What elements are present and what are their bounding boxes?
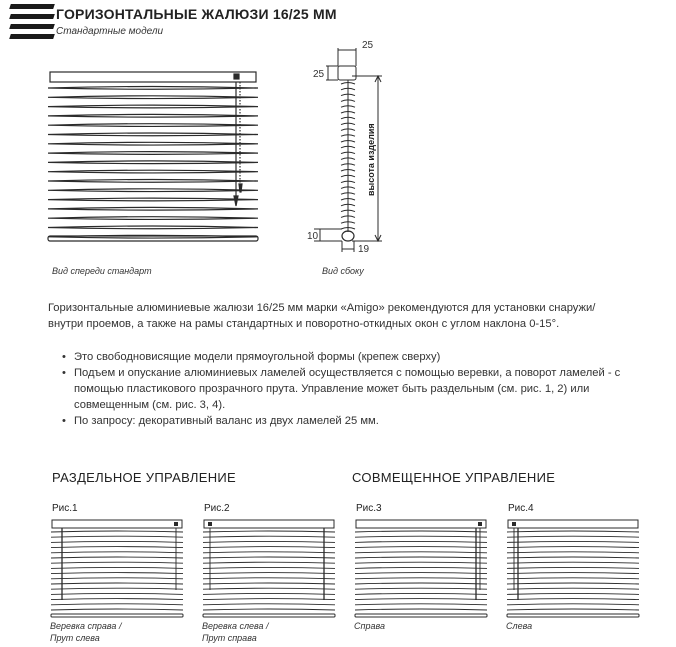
front-slat bbox=[48, 87, 258, 90]
mini-slat bbox=[355, 609, 487, 610]
mini-cord-lock bbox=[174, 522, 178, 526]
front-view-caption: Вид спереди стандарт bbox=[52, 266, 152, 276]
mini-cord-lock bbox=[512, 522, 516, 526]
mini-slat bbox=[507, 609, 639, 610]
mini-slat bbox=[203, 547, 335, 548]
mini-bottom-rail bbox=[51, 614, 183, 617]
front-slat bbox=[48, 207, 258, 210]
side-view-drawing bbox=[300, 36, 400, 266]
front-cord-tassel bbox=[239, 184, 242, 192]
figure-2-caption-line2: Прут справа bbox=[202, 633, 257, 643]
mini-slat bbox=[203, 541, 335, 542]
side-headrail bbox=[338, 66, 356, 80]
front-slat bbox=[48, 124, 258, 127]
mini-bottom-rail bbox=[507, 614, 639, 617]
mini-slat bbox=[507, 578, 639, 579]
mini-slat bbox=[203, 531, 335, 532]
side-bottom-rail bbox=[342, 231, 354, 241]
mini-slat bbox=[51, 552, 183, 553]
mini-slat bbox=[507, 552, 639, 553]
mini-slat bbox=[203, 588, 335, 589]
dim-bottom-height: 10 bbox=[307, 231, 319, 242]
mini-slat bbox=[355, 588, 487, 589]
mini-slat bbox=[355, 573, 487, 574]
mini-bottom-rail bbox=[355, 614, 487, 617]
front-view-drawing bbox=[40, 60, 270, 250]
height-label: высота изделия bbox=[366, 123, 376, 196]
mini-slat bbox=[507, 593, 639, 594]
mini-slat bbox=[203, 573, 335, 574]
description-paragraph: Горизонтальные алюминиевые жалюзи 16/25 мм марки «Amigo» рекомендуются для установки снаружи/внутри проемов, а также на рамы стандартных и поворотно-откидных окон с углом наклона 0-15°. bbox=[48, 302, 596, 330]
front-headrail bbox=[50, 72, 256, 82]
mini-slat bbox=[355, 593, 487, 594]
mini-slat bbox=[51, 557, 183, 558]
mini-slat bbox=[355, 557, 487, 558]
mini-slat bbox=[355, 583, 487, 584]
dim-top-height: 25 bbox=[313, 69, 325, 80]
figure-2-caption-line1: Веревка слева / bbox=[202, 621, 269, 631]
mini-slat bbox=[203, 552, 335, 553]
front-slat bbox=[48, 133, 258, 136]
front-slat bbox=[48, 105, 258, 108]
figure-3-drawing bbox=[352, 516, 492, 616]
dim-top-width: 25 bbox=[362, 40, 374, 51]
mini-slat bbox=[507, 599, 639, 600]
mini-slat bbox=[51, 567, 183, 568]
figure-2-drawing bbox=[200, 516, 340, 616]
section-combined-control: СОВМЕЩЕННОЕ УПРАВЛЕНИЕ bbox=[352, 470, 556, 485]
figure-4-label: Рис.4 bbox=[508, 503, 534, 514]
mini-slat bbox=[507, 604, 639, 605]
mini-slat bbox=[355, 541, 487, 542]
page-title: ГОРИЗОНТАЛЬНЫЕ ЖАЛЮЗИ 16/25 ММ bbox=[56, 6, 337, 22]
mini-cord-lock bbox=[478, 522, 482, 526]
front-slat bbox=[48, 114, 258, 117]
front-slat bbox=[48, 170, 258, 173]
mini-slat bbox=[355, 604, 487, 605]
figure-4-caption-line1: Слева bbox=[506, 621, 533, 631]
mini-slat bbox=[203, 599, 335, 600]
figure-1-caption bbox=[50, 620, 121, 644]
mini-slat bbox=[507, 573, 639, 574]
front-wand-tip bbox=[234, 196, 238, 206]
mini-slat bbox=[507, 547, 639, 548]
figure-1-drawing bbox=[48, 516, 188, 616]
mini-headrail bbox=[52, 520, 182, 528]
mini-slat bbox=[203, 578, 335, 579]
mini-slat bbox=[507, 557, 639, 558]
mini-slat bbox=[507, 567, 639, 568]
front-slat bbox=[48, 161, 258, 164]
mini-slat bbox=[203, 536, 335, 537]
mini-slat bbox=[51, 609, 183, 610]
side-view-slats bbox=[341, 80, 355, 232]
mini-cord-lock bbox=[208, 522, 212, 526]
mini-slat bbox=[51, 578, 183, 579]
mini-slat bbox=[203, 593, 335, 594]
mini-slat bbox=[203, 562, 335, 563]
mini-slat bbox=[507, 531, 639, 532]
figure-3-label: Рис.3 bbox=[356, 503, 382, 514]
front-cord-lock bbox=[234, 74, 239, 79]
figure-3-caption bbox=[354, 620, 385, 632]
mini-slat bbox=[51, 593, 183, 594]
front-slat bbox=[48, 226, 258, 229]
front-slat bbox=[48, 152, 258, 155]
feature-item: • По запросу: декоративный валанс из двух ламелей 25 мм. bbox=[60, 413, 630, 429]
mini-slat bbox=[51, 536, 183, 537]
mini-slat bbox=[355, 578, 487, 579]
front-slat bbox=[48, 217, 258, 220]
mini-slat bbox=[355, 567, 487, 568]
mini-slat bbox=[51, 547, 183, 548]
figure-2-caption bbox=[202, 620, 269, 644]
figure-1-caption-line2: Прут слева bbox=[50, 633, 100, 643]
mini-headrail bbox=[204, 520, 334, 528]
figure-2-label: Рис.2 bbox=[204, 503, 230, 514]
mini-slat bbox=[355, 531, 487, 532]
mini-slat bbox=[355, 552, 487, 553]
side-view-caption: Вид сбоку bbox=[322, 266, 364, 276]
mini-slat bbox=[203, 567, 335, 568]
feature-item: • Подъем и опускание алюминиевых ламелей осуществляется с помощью веревки, а поворот ламелей - с помощью пластикового прозрачного прута. Управление может быть раздельным (см. рис. 1, 2) или совмещенным (см. рис. 3, 4). bbox=[60, 365, 630, 413]
mini-slat bbox=[203, 583, 335, 584]
figure-4-drawing bbox=[504, 516, 644, 616]
front-slat bbox=[48, 142, 258, 145]
mini-slat bbox=[507, 583, 639, 584]
mini-slat bbox=[51, 588, 183, 589]
mini-slat bbox=[203, 604, 335, 605]
mini-headrail bbox=[356, 520, 486, 528]
mini-slat bbox=[203, 557, 335, 558]
feature-item: • Это свободновисящие модели прямоугольной формы (крепеж сверху) bbox=[60, 349, 630, 365]
dim-bottom-width: 19 bbox=[358, 244, 370, 255]
mini-headrail bbox=[508, 520, 638, 528]
figure-1-caption-line1: Веревка справа / bbox=[50, 621, 122, 631]
mini-slat bbox=[507, 536, 639, 537]
front-slat bbox=[48, 198, 258, 201]
mini-slat bbox=[355, 599, 487, 600]
figure-1-label: Рис.1 bbox=[52, 503, 78, 514]
mini-slat bbox=[355, 547, 487, 548]
section-separate-control: РАЗДЕЛЬНОЕ УПРАВЛЕНИЕ bbox=[52, 470, 237, 485]
mini-slat bbox=[507, 588, 639, 589]
brand-logo bbox=[10, 4, 60, 44]
feature-list bbox=[60, 349, 630, 429]
front-view-slats bbox=[48, 72, 258, 241]
mini-slat bbox=[507, 562, 639, 563]
mini-slat bbox=[51, 599, 183, 600]
figure-4-caption bbox=[506, 620, 532, 632]
mini-slat bbox=[203, 609, 335, 610]
mini-slat bbox=[507, 541, 639, 542]
mini-slat bbox=[51, 562, 183, 563]
front-slat bbox=[48, 96, 258, 99]
page-subtitle: Стандартные модели bbox=[56, 26, 164, 37]
mini-slat bbox=[355, 536, 487, 537]
mini-slat bbox=[355, 562, 487, 563]
mini-bottom-rail bbox=[203, 614, 335, 617]
front-slat bbox=[48, 189, 258, 192]
mini-slat bbox=[51, 573, 183, 574]
front-slat bbox=[48, 180, 258, 183]
mini-slat bbox=[51, 541, 183, 542]
mini-slat bbox=[51, 531, 183, 532]
mini-slat bbox=[51, 583, 183, 584]
mini-slat bbox=[51, 604, 183, 605]
figure-3-caption-line1: Справа bbox=[354, 621, 385, 631]
